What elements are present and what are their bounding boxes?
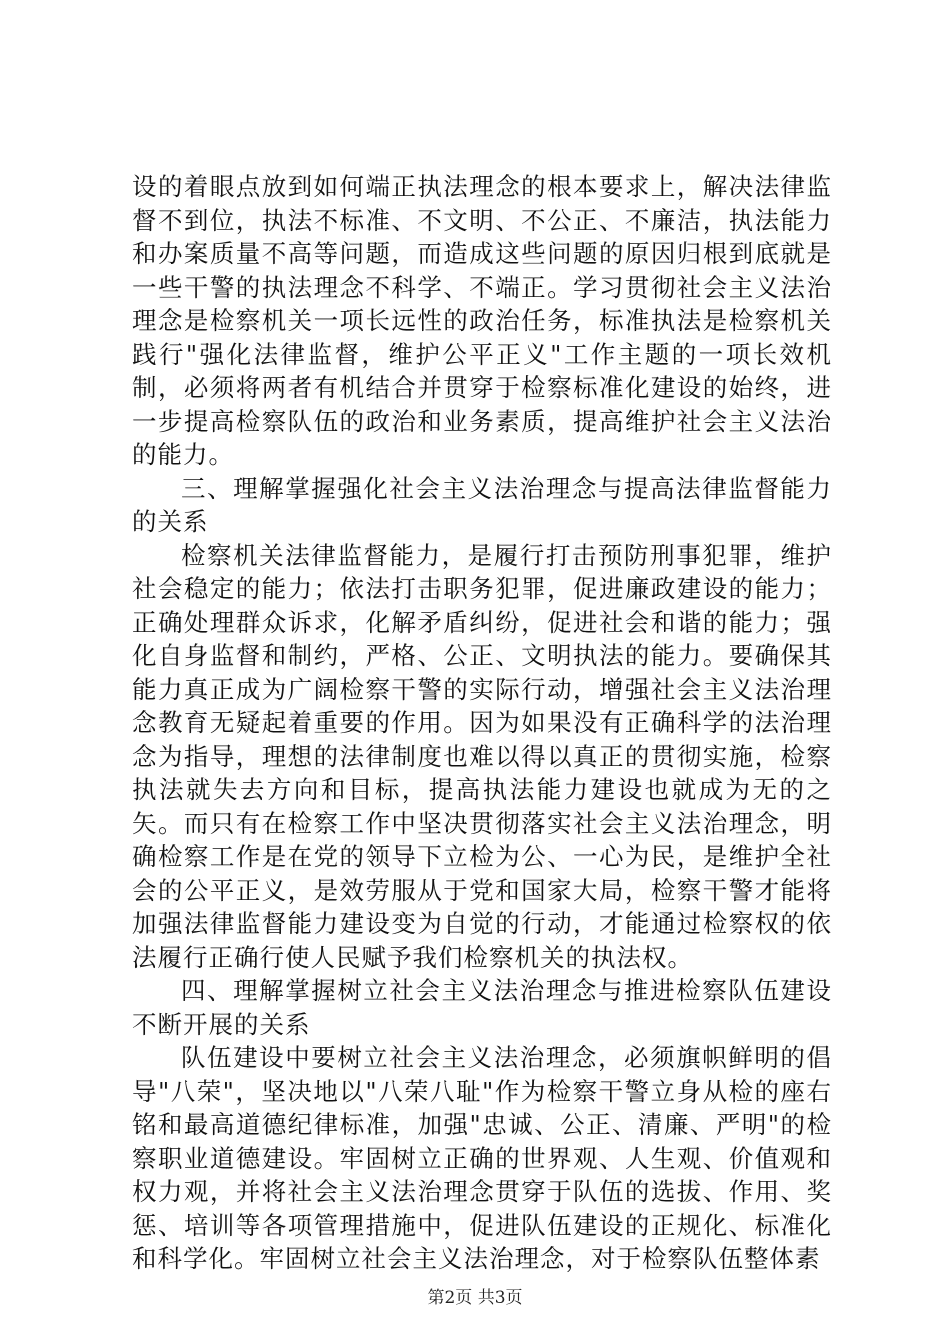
section-heading-4: 四、理解掌握树立社会主义法治理念与推进检察队伍建设不断开展的关系 [132, 976, 832, 1039]
paragraph-team-building: 队伍建设中要树立社会主义法治理念，必须旗帜鲜明的倡导"八荣"，坚决地以"八荣八耻"作为检察干警立身从检的座右铭和最高道德纪律标准，加强"忠诚、公正、清廉、严明"的检察职业道德建设。牢固树立正确的世界观、人生观、价值观和权力观，并将社会主义法治理念贯穿于队伍的选拔、作用、奖惩、培训等各项管理措施中，促进队伍建设的正规化、标准化和科学化。牢固树立社会主义法治理念，对于检察队伍整体素 [132, 1043, 832, 1273]
section-heading-3: 三、理解掌握强化社会主义法治理念与提高法律监督能力的关系 [132, 473, 832, 536]
paragraph-supervision-ability: 检察机关法律监督能力，是履行打击预防刑事犯罪，维护社会稳定的能力；依法打击职务犯罪，促进廉政建设的能力；正确处理群众诉求，化解矛盾纠纷，促进社会和谐的能力；强化自身监督和制约，严格、公正、文明执法的能力。要确保其能力真正成为广阔检察干警的实际行动，增强社会主义法治理念教育无疑起着重要的作用。因为如果没有正确科学的法治理念为指导，理想的法律制度也难以得以真正的贯彻实施，检察执法就失去方向和目标，提高执法能力建设也就成为无的之矢。而只有在检察工作中坚决贯彻落实社会主义法治理念，明确检察工作是在党的领导下立检为公、一心为民，是维护全社会的公平正义，是效劳服从于党和国家大局，检察干警才能将加强法律监督能力建设变为自觉的行动，才能通过检察权的依法履行正确行使人民赋予我们检察机关的执法权。 [132, 540, 832, 972]
paragraph-continuation: 设的着眼点放到如何端正执法理念的根本要求上，解决法律监督不到位，执法不标准、不文明、不公正、不廉洁，执法能力和办案质量不高等问题，而造成这些问题的原因归根到底就是一些干警的执法理念不科学、不端正。学习贯彻社会主义法治理念是检察机关一项长远性的政治任务，标准执法是检察机关践行"强化法律监督，维护公平正义"工作主题的一项长效机制，必须将两者有机结合并贯穿于检察标准化建设的始终，进一步提高检察队伍的政治和业务素质，提高维护社会主义法治的能力。 [132, 172, 832, 469]
document-body [132, 170, 832, 1276]
page-number-footer: 第2页 共3页 [427, 1288, 523, 1308]
